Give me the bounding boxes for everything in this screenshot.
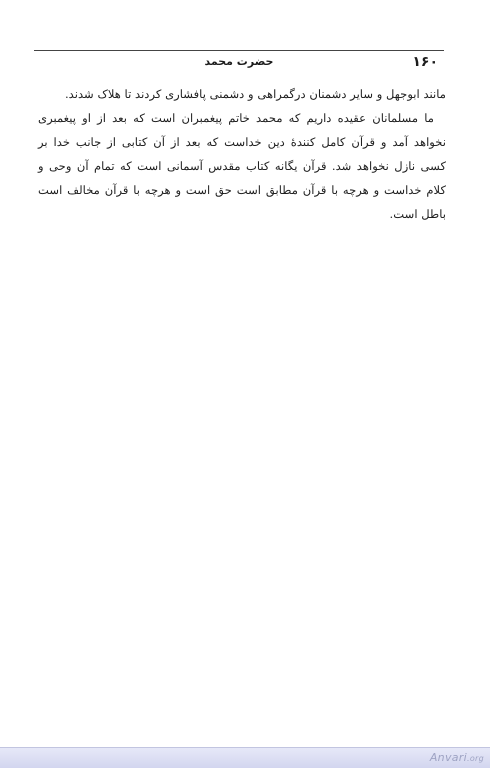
text-line: نخواهد آمد و قرآن کامل کنندهٔ دین خداست که بعد از آن کتابی از جانب خدا بر bbox=[38, 135, 446, 149]
text-line: مانند ابوجهل و سایر دشمنان درگمراهی و دشمنی پافشاری کردند تا هلاک شدند. bbox=[64, 87, 446, 101]
text-line: کلام خداست و هرچه با قرآن مطابق است حق است و هرچه با قرآن مخالف است bbox=[38, 183, 446, 197]
footer-bar bbox=[0, 747, 490, 768]
page-header bbox=[34, 50, 444, 77]
body-paragraph bbox=[38, 82, 446, 226]
text-line: ما مسلمانان عقیده داریم که محمد خاتم پیغمبران است که بعد از او پیغمبری bbox=[38, 111, 434, 125]
watermark-name: Anvari bbox=[429, 751, 467, 764]
watermark-tld: .org bbox=[466, 754, 484, 763]
text-line: باطل است. bbox=[389, 207, 446, 221]
site-watermark bbox=[430, 751, 484, 764]
text-line: کسی نازل نخواهد شد. قرآن یگانه کتاب مقدس آسمانی است که تمام آن وحی و bbox=[38, 159, 446, 173]
page-number: ۱۶۰ bbox=[412, 54, 438, 70]
running-title: حضرت محمد bbox=[204, 55, 274, 68]
